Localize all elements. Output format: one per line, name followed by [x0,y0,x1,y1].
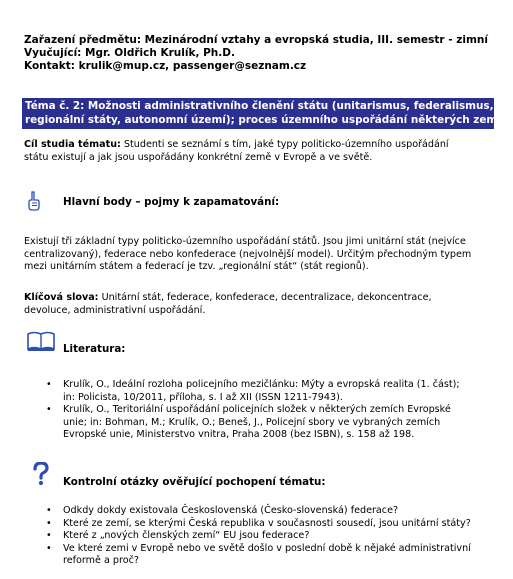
topic-line-2: regionální státy, autonomní území); proces územního uspořádání některých zemí [25,114,501,126]
question-line: reformě a proč? [63,555,139,566]
bullet-icon: • [46,530,52,541]
literature-line: unie; in: Bohman, M.; Krulík, O.; Beneš, J., Policejní sbory ve vybraných zemích [63,416,441,428]
keywords [24,292,494,317]
main-points-line: mezi unitárním státem a federací je tzv. „regionální stát“ (stát regionů). [24,261,369,272]
course-line: Zařazení předmětu: Mezinárodní vztahy a evropská studia, III. semestr - zimní [24,34,488,46]
pointing-hand-icon [27,191,41,211]
study-goal-text-2: státu existují a jak jsou uspořádány konkrétní země v Evropě a ve světě. [24,151,373,163]
bullet-icon: • [46,404,52,415]
literature-line: Krulík, O., Teritoriální uspořádání policejních složek v některých zemích Evropské [63,404,451,415]
main-points-line: Existují tři základní typy politicko-územního uspořádání států. Jsou jimi unitární stát (nejvíce [24,236,466,247]
course-header [24,34,488,73]
main-points-line: centralizovaný), federace nebo konfederace (nejvolnější model). Určitým přechodným typem [24,248,472,260]
questions-list [46,505,503,568]
open-book-icon [26,330,56,352]
main-points-title: Hlavní body – pojmy k zapamatování: [63,196,280,208]
topic-line-1: Téma č. 2: Možnosti administrativního členění státu (unitarismus, federalismus, [25,100,494,112]
study-goal [24,139,494,164]
question-line: Které ze zemí, se kterými Česká republika v současnosti sousedí, jsou unitární státy? [63,517,471,529]
list-item [46,517,503,531]
question-line: Které z „nových členských zemí“ EU jsou federace? [63,530,310,541]
list-item [46,542,503,568]
main-points-text [24,236,494,274]
literature-line: Evropské unie, Ministerstvo vnitra, Praha 2008 (bez ISBN), s. 158 až 198. [63,429,415,440]
bullet-icon: • [46,542,52,554]
keywords-label: Klíčová slova: [24,292,99,303]
lecturer-line: Vyučující: Mgr. Oldřich Krulík, Ph.D. [24,47,235,59]
keywords-text-2: devoluce, administrativní uspořádání. [24,304,206,316]
topic-heading [22,98,501,129]
question-line: Odkdy dokdy existovala Československá (Česko-slovenská) federace? [63,505,399,516]
bullet-icon: • [46,379,52,390]
bullet-icon: • [46,505,52,516]
list-item [46,505,503,518]
literature-title: Literatura: [63,343,126,355]
study-goal-label: Cíl studia tématu: [24,139,121,150]
literature-line: in: Policista, 10/2011, příloha, s. I až XII (ISSN 1211-7943). [63,391,343,403]
keywords-text: Unitární stát, federace, konfederace, decentralizace, dekoncentrace, [98,292,432,303]
study-goal-text: Studenti se seznámí s tím, jaké typy politicko-územního uspořádání [120,139,449,150]
literature-line: Krulík, O., Ideální rozloha policejního mezičlánku: Mýty a evropská realita (1. část); [63,379,460,390]
contact-line: Kontakt: krulik@mup.cz, passenger@seznam.cz [24,60,307,72]
list-item [46,379,493,404]
question-mark-icon [32,462,50,486]
list-item [46,530,503,543]
questions-title: Kontrolní otázky ověřující pochopení tématu: [63,476,326,488]
question-line: Ve které zemi v Evropě nebo ve světě došlo v poslední době k nějaké administrativní [63,542,471,554]
literature-list [46,379,493,442]
list-item [46,404,493,442]
bullet-icon: • [46,517,52,529]
